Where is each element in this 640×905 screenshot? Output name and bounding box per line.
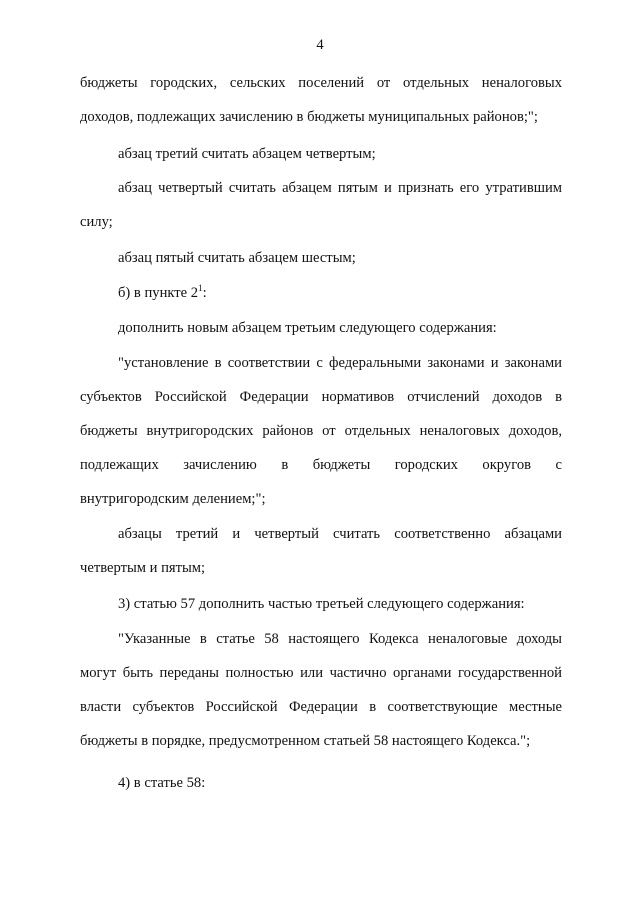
text-line: доходов, подлежащих зачислению в бюджеты муниципальных районов;"; [80, 109, 538, 125]
text-line: подлежащих зачислению в бюджеты городских округов с [80, 457, 562, 473]
text-line: внутригородским делением;"; [80, 491, 266, 507]
text-line: дополнить новым абзацем третьим следующего содержания: [118, 320, 497, 336]
text-line: "установление в соответствии с федеральными законами и законами [118, 355, 562, 371]
item-text: б) в пункте 2 [118, 285, 199, 301]
text-line: субъектов Российской Федерации нормативов отчислений доходов в [80, 389, 562, 405]
text-line: бюджеты городских, сельских поселений от отдельных неналоговых [80, 75, 562, 91]
text-line: бюджеты в порядке, предусмотренном статьей 58 настоящего Кодекса."; [80, 733, 531, 749]
text-line: бюджеты внутригородских районов от отдельных неналоговых доходов, [80, 423, 562, 439]
text-line: абзац четвертый считать абзацем пятым и признать его утратившим [118, 180, 562, 196]
text-line: власти субъектов Российской Федерации в соответствующие местные [80, 699, 562, 715]
page-number: 4 [316, 37, 324, 53]
text-line: абзацы третий и четвертый считать соответственно абзацами [118, 526, 562, 542]
text-line: четвертым и пятым; [80, 560, 206, 576]
text-line: абзац третий считать абзацем четвертым; [118, 146, 376, 162]
text-line: 4) в статье 58: [118, 775, 206, 791]
item-colon: : [202, 285, 207, 301]
text-line [118, 283, 562, 303]
superscript: 1 [198, 283, 203, 294]
text-line: силу; [80, 214, 113, 230]
text-line: "Указанные в статье 58 настоящего Кодекса неналоговые доходы [118, 631, 562, 647]
text-line: абзац пятый считать абзацем шестым; [118, 250, 356, 266]
text-line: 3) статью 57 дополнить частью третьей следующего содержания: [118, 596, 525, 612]
text-line: могут быть переданы полностью или частично органами государственной [80, 665, 562, 681]
